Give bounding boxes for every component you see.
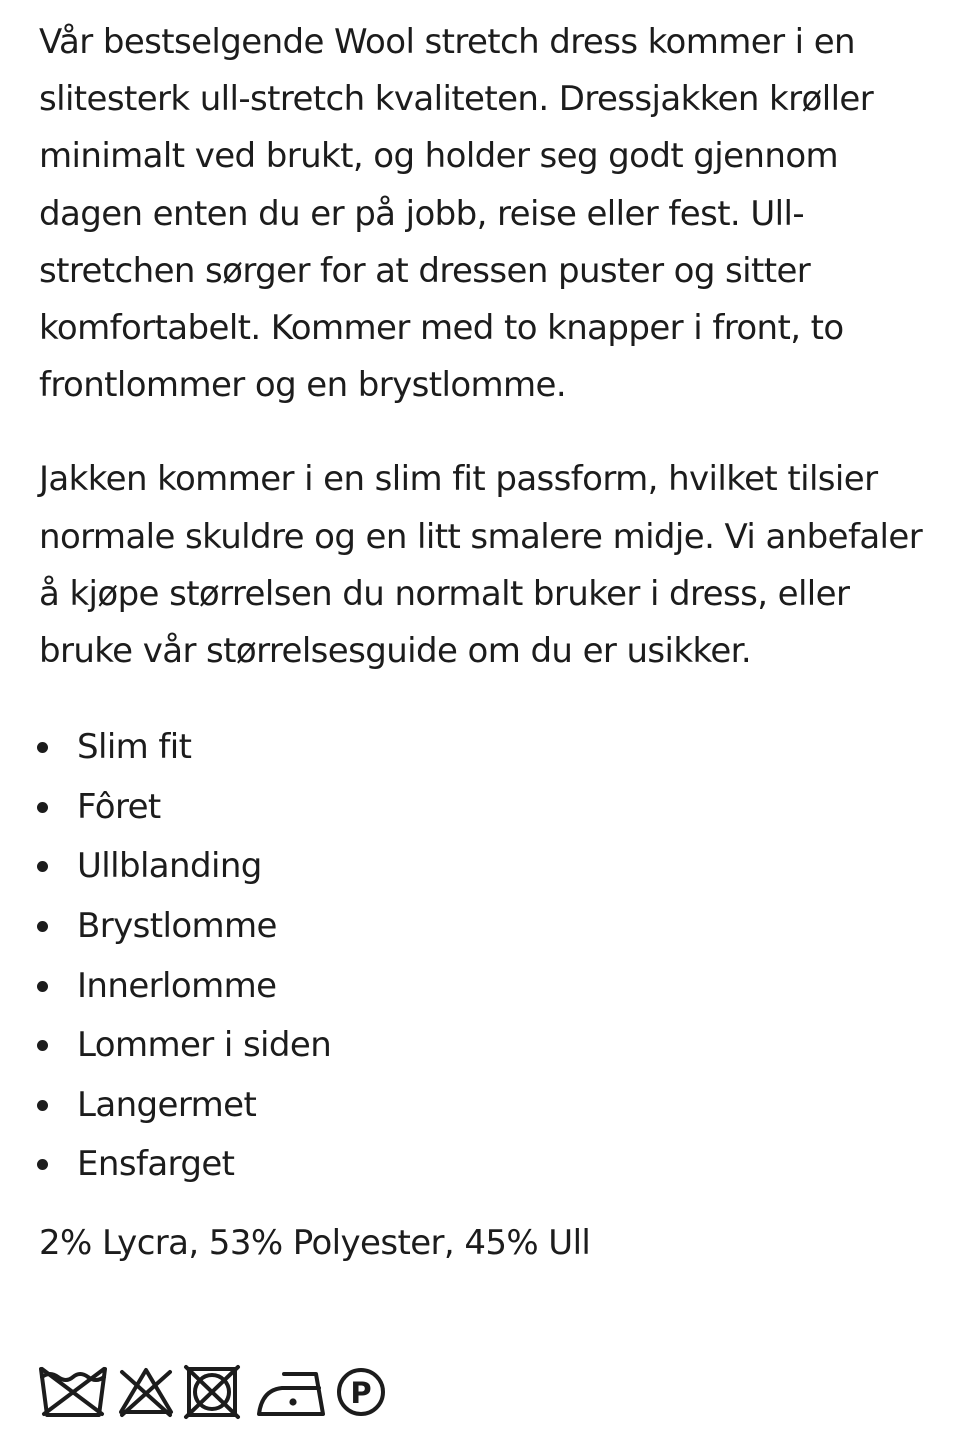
do-not-tumble-dry-icon <box>184 1366 240 1418</box>
description-paragraph-2: Jakken kommer i en slim fit passform, hvilket tilsier normale skuldre og en litt smalere midje. Vi anbefaler å kjøpe størrelsen du normalt bruker i dress, eller bruke vår størrelsesguide om du er usikker. <box>39 459 923 672</box>
bullet-icon <box>37 861 48 872</box>
bullet-icon <box>37 921 48 932</box>
material-composition: 2% Lycra, 53% Polyester, 45% Ull <box>39 1222 591 1263</box>
professional-dry-clean-icon <box>336 1366 386 1418</box>
list-item <box>39 837 929 897</box>
feature-list <box>39 718 929 1195</box>
bullet-icon <box>37 1159 48 1170</box>
feature-label: Brystlomme <box>77 906 277 947</box>
feature-label: Fôret <box>77 786 161 827</box>
do-not-bleach-icon <box>118 1366 174 1418</box>
description-paragraph-1: Vår bestselgende Wool stretch dress kommer i en slitesterk ull-stretch kvaliteten. Dressjakken krøller minimalt ved brukt, og holder seg godt gjennom dagen enten du er på jobb, reise eller fest. Ull-stretchen sørger for at dressen puster og sitter komfortabelt. Kommer med to knapper i front, to frontlommer og en brystlomme. <box>39 22 874 406</box>
bullet-icon <box>37 981 48 992</box>
feature-label: Ullblanding <box>77 846 262 887</box>
list-item <box>39 1016 929 1076</box>
feature-label: Langermet <box>77 1084 257 1125</box>
list-item <box>39 897 929 957</box>
do-not-wash-icon <box>38 1366 108 1418</box>
list-item <box>39 718 929 778</box>
list-item <box>39 778 929 838</box>
feature-label: Ensfarget <box>77 1144 235 1185</box>
feature-label: Slim fit <box>77 727 192 768</box>
list-item <box>39 1135 929 1195</box>
bullet-icon <box>37 742 48 753</box>
bullet-icon <box>37 802 48 813</box>
care-icon-label: P <box>350 1376 372 1410</box>
feature-label: Lommer i siden <box>77 1025 332 1066</box>
list-item <box>39 957 929 1017</box>
feature-label: Innerlomme <box>77 965 277 1006</box>
list-item <box>39 1076 929 1136</box>
bullet-icon <box>37 1040 48 1051</box>
iron-low-heat-icon <box>256 1366 330 1418</box>
bullet-icon <box>37 1100 48 1111</box>
product-description <box>39 14 929 1268</box>
